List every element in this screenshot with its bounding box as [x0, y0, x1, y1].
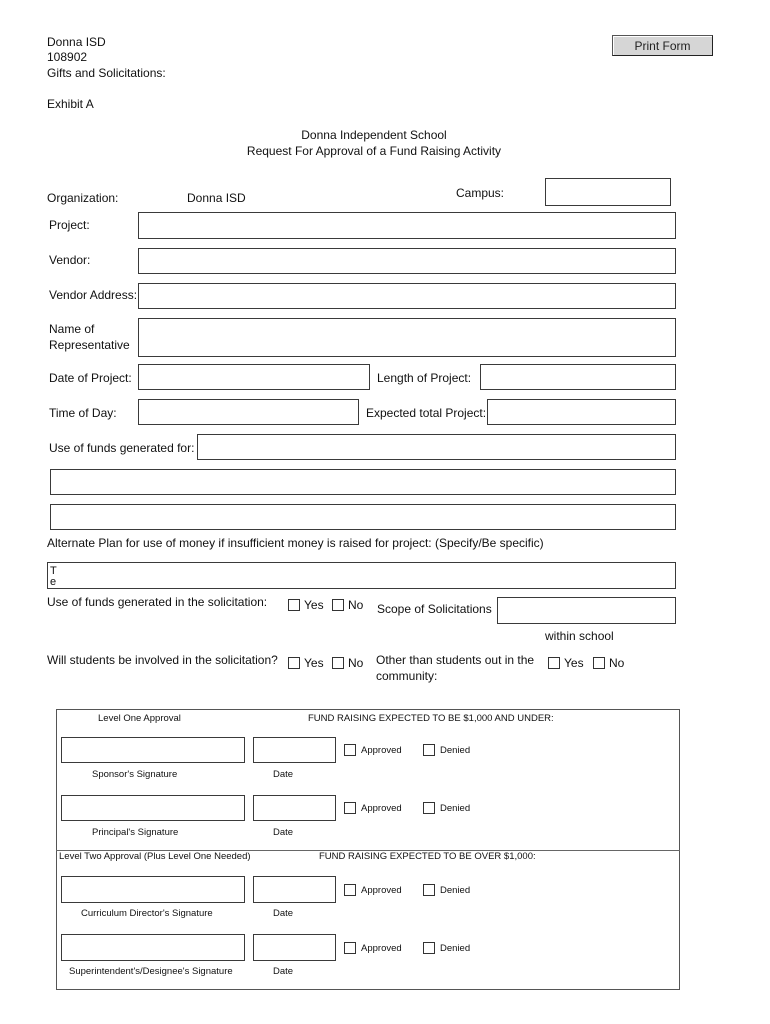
project-field[interactable] [138, 212, 676, 239]
solicitation-no-label: No [348, 598, 364, 612]
vendor-address-label: Vendor Address: [49, 288, 138, 302]
level-one-note: FUND RAISING EXPECTED TO BE $1,000 AND UNDER: [308, 713, 554, 724]
print-form-button[interactable]: Print Form [612, 35, 713, 56]
level-one-heading: Level One Approval [98, 713, 181, 724]
date-of-project-field[interactable] [138, 364, 370, 390]
representative-label-line2: Representative [49, 338, 130, 352]
scope-label: Scope of Solicitations [377, 602, 492, 616]
campus-field[interactable] [545, 178, 671, 206]
sponsor-date-input[interactable] [254, 738, 335, 762]
solicitation-use-label: Use of funds generated in the solicitation: [47, 595, 268, 609]
sponsor-denied-checkbox[interactable] [423, 744, 435, 756]
project-input[interactable] [139, 213, 675, 238]
use-of-funds-field[interactable] [197, 434, 676, 460]
community-yes-label: Yes [564, 656, 584, 670]
sponsor-date-caption: Date [273, 769, 294, 780]
students-yes-checkbox[interactable] [288, 657, 300, 669]
superintendent-denied-label: Denied [440, 943, 471, 954]
vendor-address-input[interactable] [139, 284, 675, 308]
superintendent-approved-label: Approved [361, 943, 402, 954]
curriculum-denied-checkbox[interactable] [423, 884, 435, 896]
solicitation-yes-checkbox[interactable] [288, 599, 300, 611]
superintendent-date-caption: Date [273, 966, 294, 977]
vendor-input[interactable] [139, 249, 675, 273]
scope-field[interactable] [497, 597, 676, 624]
solicitation-no-checkbox[interactable] [332, 599, 344, 611]
principal-approved-label: Approved [361, 803, 402, 814]
superintendent-signature-caption: Superintendent's/Designee's Signature [69, 966, 233, 977]
principal-denied-checkbox[interactable] [423, 802, 435, 814]
principal-signature-field[interactable] [61, 795, 245, 821]
alternate-plan-label: Alternate Plan for use of money if insufficient money is raised for project: (Specify/Be specific) [47, 536, 544, 550]
principal-date-field[interactable] [253, 795, 336, 821]
time-of-day-label: Time of Day: [49, 406, 117, 420]
principal-signature-caption: Principal's Signature [92, 827, 179, 838]
use-of-funds-label: Use of funds generated for: [49, 441, 195, 455]
students-no-label: No [348, 656, 364, 670]
representative-field[interactable] [138, 318, 676, 357]
community-yes-checkbox[interactable] [548, 657, 560, 669]
principal-date-input[interactable] [254, 796, 335, 820]
exhibit-label: Exhibit A [47, 97, 94, 111]
curriculum-date-caption: Date [273, 908, 294, 919]
representative-label-line1: Name of [49, 322, 95, 336]
sponsor-date-field[interactable] [253, 737, 336, 763]
project-label: Project: [49, 218, 90, 232]
community-no-label: No [609, 656, 625, 670]
sponsor-signature-field[interactable] [61, 737, 245, 763]
level-two-heading: Level Two Approval (Plus Level One Needed) [59, 851, 251, 862]
sponsor-denied-label: Denied [440, 745, 471, 756]
superintendent-date-field[interactable] [253, 934, 336, 961]
level-two-note: FUND RAISING EXPECTED TO BE OVER $1,000: [319, 851, 536, 862]
sponsor-signature-caption: Sponsor's Signature [92, 769, 178, 780]
organization-value: Donna ISD [187, 191, 246, 205]
campus-input[interactable] [546, 179, 670, 205]
curriculum-signature-caption: Curriculum Director's Signature [81, 908, 213, 919]
superintendent-denied-checkbox[interactable] [423, 942, 435, 954]
date-of-project-label: Date of Project: [49, 371, 132, 385]
use-of-funds-input[interactable] [198, 435, 675, 459]
use-of-funds-line3[interactable] [50, 504, 676, 530]
use-of-funds-input-2[interactable] [51, 470, 675, 494]
solicitation-yes-label: Yes [304, 598, 324, 612]
length-of-project-field[interactable] [480, 364, 676, 390]
curriculum-signature-input[interactable] [62, 877, 244, 902]
curriculum-signature-field[interactable] [61, 876, 245, 903]
students-yes-label: Yes [304, 656, 324, 670]
use-of-funds-input-3[interactable] [51, 505, 675, 529]
representative-input[interactable] [139, 319, 675, 356]
date-of-project-input[interactable] [139, 365, 369, 389]
principal-date-caption: Date [273, 827, 294, 838]
alternate-plan-field[interactable] [47, 562, 676, 589]
curriculum-date-field[interactable] [253, 876, 336, 903]
superintendent-approved-checkbox[interactable] [344, 942, 356, 954]
curriculum-approved-checkbox[interactable] [344, 884, 356, 896]
superintendent-signature-input[interactable] [62, 935, 244, 960]
form-title: Donna Independent School [301, 128, 447, 142]
sponsor-approved-checkbox[interactable] [344, 744, 356, 756]
expected-total-field[interactable] [487, 399, 676, 425]
time-of-day-input[interactable] [139, 400, 358, 424]
vendor-label: Vendor: [49, 253, 91, 267]
community-no-checkbox[interactable] [593, 657, 605, 669]
principal-denied-label: Denied [440, 803, 471, 814]
other-than-students-label-line2: community: [376, 669, 438, 683]
expected-total-input[interactable] [488, 400, 675, 424]
campus-label: Campus: [456, 186, 505, 200]
within-school-text: within school [545, 629, 614, 643]
students-involved-label: Will students be involved in the solicitation? [47, 653, 278, 667]
sponsor-approved-label: Approved [361, 745, 402, 756]
principal-approved-checkbox[interactable] [344, 802, 356, 814]
expected-total-label: Expected total Project: [366, 406, 487, 420]
superintendent-date-input[interactable] [254, 935, 335, 960]
use-of-funds-line2[interactable] [50, 469, 676, 495]
superintendent-signature-field[interactable] [61, 934, 245, 961]
district-number: 108902 [47, 50, 88, 64]
length-of-project-input[interactable] [481, 365, 675, 389]
vendor-address-field[interactable] [138, 283, 676, 309]
organization-label: Organization: [47, 191, 119, 205]
vendor-field[interactable] [138, 248, 676, 274]
principal-signature-input[interactable] [62, 796, 244, 820]
length-of-project-label: Length of Project: [377, 371, 472, 385]
curriculum-denied-label: Denied [440, 885, 471, 896]
students-no-checkbox[interactable] [332, 657, 344, 669]
form-subtitle: Request For Approval of a Fund Raising Activity [246, 144, 502, 158]
time-of-day-field[interactable] [138, 399, 359, 425]
scope-input[interactable] [498, 598, 675, 623]
sponsor-signature-input[interactable] [62, 738, 244, 762]
alternate-plan-text: T e [50, 565, 57, 588]
curriculum-approved-label: Approved [361, 885, 402, 896]
other-than-students-label-line1: Other than students out in the [376, 653, 535, 667]
district-name: Donna ISD [47, 35, 106, 49]
curriculum-date-input[interactable] [254, 877, 335, 902]
policy-title: Gifts and Solicitations: [47, 66, 166, 80]
